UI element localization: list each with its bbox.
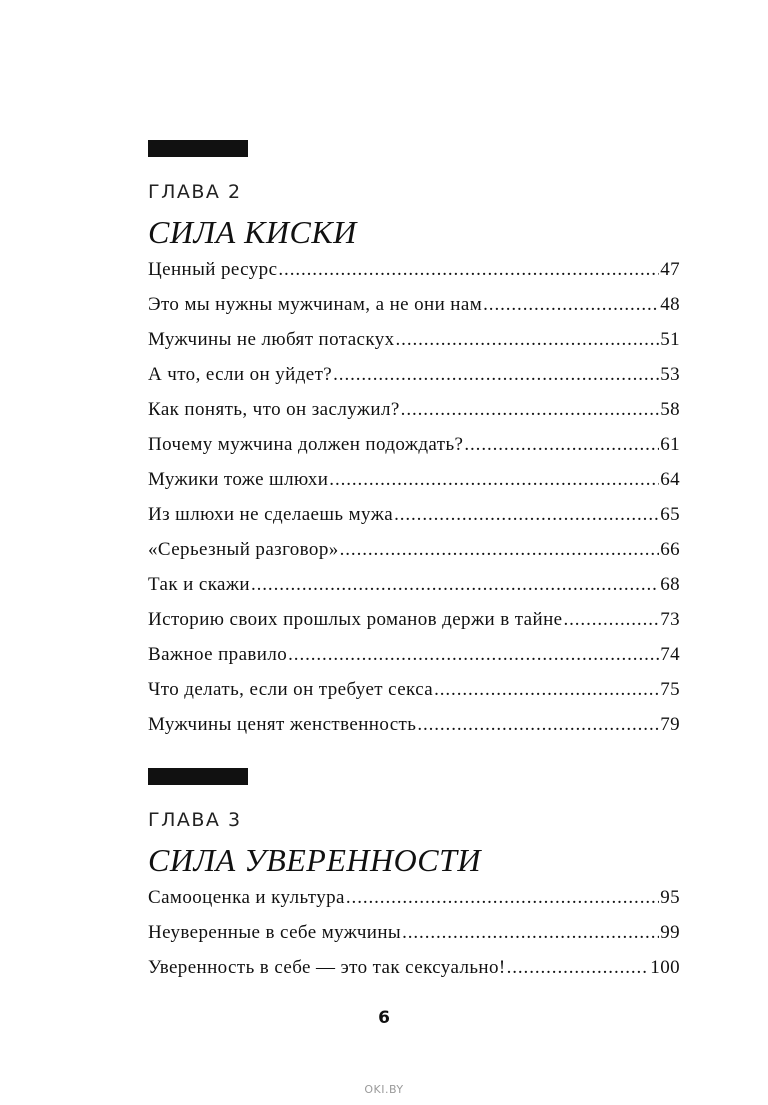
toc-leader-dots: [288, 637, 659, 672]
toc-leader-dots: [346, 880, 659, 915]
toc-leader-dots: [483, 287, 659, 322]
toc-entry-title: Мужчины ценят женственность: [148, 714, 417, 735]
toc-entry-title: Так и скажи: [148, 574, 250, 595]
toc-entry-title: Неуверенные в себе мужчины: [148, 922, 402, 943]
toc-entry-title: А что, если он уйдет?: [148, 364, 333, 385]
toc-entry-title: Историю своих прошлых романов держи в тайне: [148, 609, 563, 630]
toc-leader-dots: [278, 252, 659, 287]
toc-entry-title: Что делать, если он требует секса: [148, 679, 434, 700]
chapter-3-label: ГЛАВА 3: [148, 809, 242, 831]
toc-entry-page: 65: [660, 504, 680, 525]
toc-entry[interactable]: [148, 532, 680, 567]
toc-entry-title: Самооценка и культура: [148, 887, 345, 908]
chapter-3-toc: [148, 880, 680, 985]
toc-entry[interactable]: [148, 357, 680, 392]
toc-entry-page: 48: [660, 294, 680, 315]
toc-leader-dots: [507, 950, 650, 985]
toc-entry-page: 64: [660, 469, 680, 490]
toc-entry-page: 75: [660, 679, 680, 700]
toc-entry-title: Важное правило: [148, 644, 288, 665]
toc-entry-page: 53: [660, 364, 680, 385]
toc-leader-dots: [396, 322, 660, 357]
toc-leader-dots: [464, 427, 659, 462]
toc-entry[interactable]: [148, 672, 680, 707]
chapter-2-title: СИЛА КИСКИ: [148, 214, 357, 250]
toc-entry-page: 100: [650, 957, 680, 978]
toc-entry-page: 58: [660, 399, 680, 420]
toc-entry-page: 74: [660, 644, 680, 665]
toc-leader-dots: [333, 357, 659, 392]
toc-leader-dots: [329, 462, 659, 497]
toc-entry[interactable]: [148, 950, 680, 985]
toc-entry[interactable]: [148, 880, 680, 915]
toc-entry[interactable]: [148, 392, 680, 427]
toc-leader-dots: [394, 497, 659, 532]
toc-leader-dots: [563, 602, 659, 637]
toc-entry-title: Мужики тоже шлюхи: [148, 469, 329, 490]
toc-entry-title: Мужчины не любят потаскух: [148, 329, 395, 350]
toc-entry[interactable]: [148, 637, 680, 672]
toc-entry-page: 61: [660, 434, 680, 455]
toc-entry[interactable]: [148, 287, 680, 322]
toc-leader-dots: [434, 672, 659, 707]
toc-leader-dots: [251, 567, 659, 602]
toc-entry-page: 66: [660, 539, 680, 560]
watermark: OKI.BY: [364, 1083, 404, 1096]
toc-entry[interactable]: [148, 497, 680, 532]
toc-entry-page: 99: [660, 922, 680, 943]
toc-entry-page: 73: [660, 609, 680, 630]
toc-entry-page: 51: [660, 329, 680, 350]
chapter-3-title: СИЛА УВЕРЕННОСТИ: [148, 842, 481, 878]
toc-entry[interactable]: [148, 252, 680, 287]
toc-entry[interactable]: [148, 322, 680, 357]
toc-entry[interactable]: [148, 567, 680, 602]
toc-entry-page: 47: [660, 259, 680, 280]
chapter-3-divider-bar: [148, 768, 248, 785]
toc-entry-title: Ценный ресурс: [148, 259, 278, 280]
toc-entry[interactable]: [148, 707, 680, 742]
toc-entry-title: Почему мужчина должен подождать?: [148, 434, 464, 455]
page-number: 6: [378, 1008, 390, 1028]
toc-leader-dots: [417, 707, 659, 742]
chapter-2-toc: [148, 252, 680, 742]
toc-entry[interactable]: [148, 462, 680, 497]
toc-entry[interactable]: [148, 602, 680, 637]
toc-entry-page: 68: [660, 574, 680, 595]
chapter-2-divider-bar: [148, 140, 248, 157]
toc-entry-title: Это мы нужны мужчинам, а не они нам: [148, 294, 483, 315]
toc-entry[interactable]: [148, 427, 680, 462]
toc-entry-title: «Серьезный разговор»: [148, 539, 339, 560]
toc-entry-title: Как понять, что он заслужил?: [148, 399, 400, 420]
toc-entry-page: 79: [660, 714, 680, 735]
toc-entry-title: Из шлюхи не сделаешь мужа: [148, 504, 394, 525]
toc-leader-dots: [401, 392, 660, 427]
chapter-2-label: ГЛАВА 2: [148, 181, 242, 203]
toc-entry-title: Уверенность в себе — это так сексуально!: [148, 957, 506, 978]
toc-entry[interactable]: [148, 915, 680, 950]
toc-entry-page: 95: [660, 887, 680, 908]
toc-leader-dots: [340, 532, 660, 567]
toc-leader-dots: [402, 915, 659, 950]
